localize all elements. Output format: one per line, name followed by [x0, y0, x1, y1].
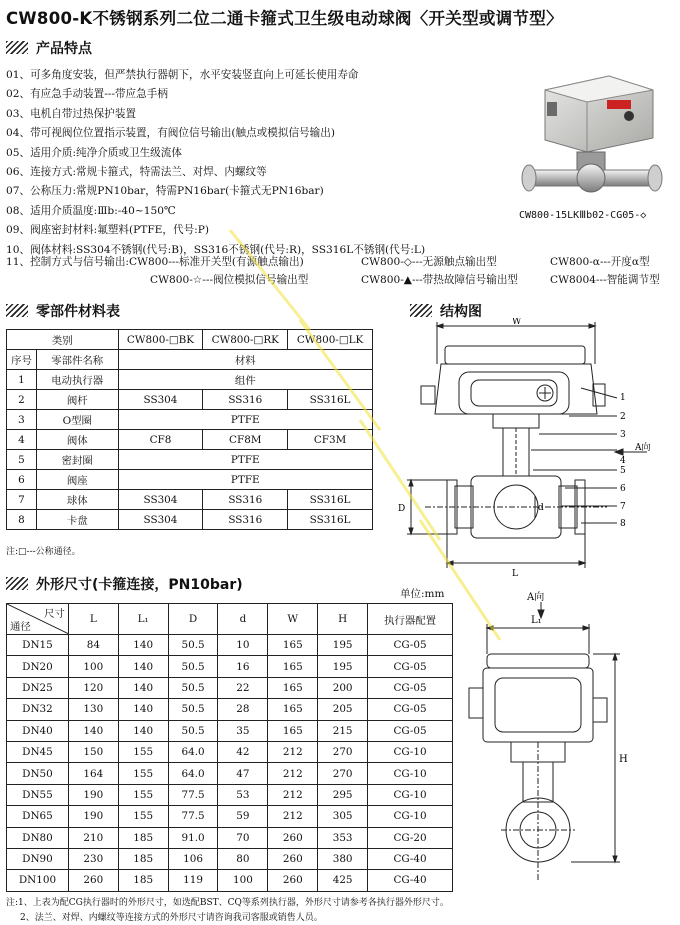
part-number: 1 [620, 393, 626, 403]
feature-list [6, 66, 425, 260]
table-cell: CW800-□RK [203, 330, 288, 350]
table-cell: CF3M [288, 430, 373, 450]
table-cell: SS304 [118, 510, 203, 530]
table-cell: 140 [118, 699, 168, 720]
table-cell: 6 [7, 470, 37, 490]
table-row [7, 390, 373, 410]
feature-item: 10、阀体材料:SS304不锈钢(代号:B)，SS316不锈钢(代号:R)，SS316L不锈钢(代号:L) [6, 243, 426, 256]
table-cell: 305 [318, 806, 368, 827]
control-mode-3: CW800-α---开度α型 [550, 256, 650, 268]
table-cell: SS304 [118, 390, 203, 410]
feature-item: 09、阀座密封材料:氟塑料(PTFE，代号:P) [6, 224, 210, 237]
table-cell: CG-10 [368, 741, 453, 762]
table-cell: CW800-□BK [118, 330, 203, 350]
table-cell: 64.0 [168, 763, 218, 784]
table-cell: 59 [218, 806, 268, 827]
table-cell: 140 [118, 720, 168, 741]
table-cell: CG-40 [368, 848, 453, 869]
table-header-row [7, 604, 453, 635]
table-cell: 42 [218, 741, 268, 762]
table-cell: DN45 [7, 741, 69, 762]
table-cell: DN90 [7, 848, 69, 869]
table-cell: 140 [68, 720, 118, 741]
table-cell: 164 [68, 763, 118, 784]
table-cell: SS304 [118, 490, 203, 510]
feature-item: 07、公称压力:常规PN10bar，特需PN16bar(卡箍式无PN16bar) [6, 185, 324, 198]
materials-table [6, 329, 373, 530]
table-row [7, 510, 373, 530]
feature-item: 03、电机自带过热保护装置 [6, 107, 137, 120]
part-number: 8 [620, 519, 626, 529]
table-cell: CG-40 [368, 870, 453, 891]
table-cell: SS316L [288, 510, 373, 530]
table-cell: 185 [118, 870, 168, 891]
table-cell: 材料 [118, 350, 372, 370]
table-cell: SS316 [203, 490, 288, 510]
corner-cell [7, 604, 69, 635]
table-cell: 200 [318, 677, 368, 698]
table-cell: 205 [318, 699, 368, 720]
hatch-icon [410, 304, 432, 317]
table-row [7, 784, 453, 805]
table-cell: 22 [218, 677, 268, 698]
part-number: 7 [620, 502, 626, 512]
table-cell: DN25 [7, 677, 69, 698]
control-mode-5: CW800-▲---带热故障信号输出型 [361, 274, 519, 286]
table-cell: 215 [318, 720, 368, 741]
table-cell: 106 [168, 848, 218, 869]
table-cell: DN80 [7, 827, 69, 848]
table-row [7, 741, 453, 762]
control-mode-2: CW800-◇---无源触点输出型 [361, 256, 497, 268]
feature-item: 08、适用介质温度:Ⅲb:-40~150℃ [6, 204, 176, 217]
table-cell: O型圈 [36, 410, 118, 430]
dimensions-note-2: 2、法兰、对焊、内螺纹等连接方式的外形尺寸请咨询我司客服或销售人员。 [20, 913, 323, 923]
table-cell: 阀体 [36, 430, 118, 450]
table-cell: 80 [218, 848, 268, 869]
table-cell: 电动执行器 [36, 370, 118, 390]
control-mode-6: CW8004---智能调节型 [550, 274, 660, 286]
table-cell: 35 [218, 720, 268, 741]
table-cell: 140 [118, 635, 168, 656]
table-cell: 150 [68, 741, 118, 762]
table-row [7, 410, 373, 430]
table-cell: 165 [268, 677, 318, 698]
hatch-icon [6, 577, 28, 590]
table-cell: 260 [268, 827, 318, 848]
table-cell: DN55 [7, 784, 69, 805]
table-cell: SS316L [288, 390, 373, 410]
table-cell: DN100 [7, 870, 69, 891]
table-cell: 212 [268, 784, 318, 805]
table-cell: 序号 [7, 350, 37, 370]
table-row [7, 848, 453, 869]
table-cell: CG-05 [368, 677, 453, 698]
table-cell: 77.5 [168, 784, 218, 805]
table-cell: 阀座 [36, 470, 118, 490]
table-cell: 组件 [118, 370, 372, 390]
table-cell: 16 [218, 656, 268, 677]
dim-label-w: W [512, 318, 522, 327]
table-row [7, 677, 453, 698]
table-cell: 195 [318, 635, 368, 656]
hatch-icon [6, 41, 28, 54]
table-cell: 53 [218, 784, 268, 805]
feature-item: 02、有应急手动装置---带应急手柄 [6, 88, 168, 101]
table-cell: 70 [218, 827, 268, 848]
table-cell: 155 [118, 806, 168, 827]
page-title: CW800-K不锈钢系列二位二通卡箍式卫生级电动球阀〈开关型或调节型〉 [6, 9, 563, 28]
table-cell: 3 [7, 410, 37, 430]
table-cell: 77.5 [168, 806, 218, 827]
table-cell: 380 [318, 848, 368, 869]
column-header: H [318, 604, 368, 635]
table-cell: SS316 [203, 510, 288, 530]
table-cell: CG-10 [368, 806, 453, 827]
side-view-diagram [465, 590, 677, 890]
table-cell: 4 [7, 430, 37, 450]
table-row [7, 330, 373, 350]
table-cell: 卡盘 [36, 510, 118, 530]
table-cell: CG-05 [368, 720, 453, 741]
table-cell: PTFE [118, 410, 372, 430]
table-cell: 47 [218, 763, 268, 784]
feature-item: 05、适用介质:纯净介质或卫生级流体 [6, 146, 182, 159]
table-cell: 5 [7, 450, 37, 470]
materials-heading-text: 零部件材料表 [36, 304, 120, 320]
table-cell: CG-05 [368, 635, 453, 656]
table-cell: CG-10 [368, 763, 453, 784]
table-cell: 260 [268, 848, 318, 869]
table-cell: 270 [318, 763, 368, 784]
structure-diagram [385, 318, 677, 580]
table-cell: PTFE [118, 450, 372, 470]
materials-note: 注:□---公称通径。 [6, 547, 81, 557]
part-number: 5 [620, 466, 626, 476]
corner-bottom-label: 通径 [10, 621, 31, 633]
table-row [7, 699, 453, 720]
table-cell: 2 [7, 390, 37, 410]
table-row [7, 430, 373, 450]
table-cell: 353 [318, 827, 368, 848]
table-row [7, 450, 373, 470]
table-cell: 球体 [36, 490, 118, 510]
table-cell: 190 [68, 784, 118, 805]
table-cell: 155 [118, 784, 168, 805]
column-header: L₁ [118, 604, 168, 635]
table-cell: 295 [318, 784, 368, 805]
table-cell: 140 [118, 677, 168, 698]
table-row [7, 656, 453, 677]
table-cell: 91.0 [168, 827, 218, 848]
table-cell: 140 [118, 656, 168, 677]
table-cell: 212 [268, 741, 318, 762]
part-number: 6 [620, 484, 626, 494]
table-cell: 7 [7, 490, 37, 510]
part-number: 3 [620, 430, 626, 440]
table-cell: 185 [118, 848, 168, 869]
table-cell: 1 [7, 370, 37, 390]
table-cell: CG-20 [368, 827, 453, 848]
direction-label-a: A向 [635, 443, 651, 453]
table-cell: 165 [268, 720, 318, 741]
table-cell: 100 [218, 870, 268, 891]
column-header: L [68, 604, 118, 635]
dimensions-table [6, 603, 453, 892]
hatch-icon [6, 304, 28, 317]
table-row [7, 720, 453, 741]
table-cell: 190 [68, 806, 118, 827]
table-cell: DN50 [7, 763, 69, 784]
table-cell: DN15 [7, 635, 69, 656]
table-cell: 260 [68, 870, 118, 891]
table-cell: 阀杆 [36, 390, 118, 410]
product-photo [517, 52, 667, 202]
table-row [7, 635, 453, 656]
table-cell: 120 [68, 677, 118, 698]
table-row [7, 490, 373, 510]
dim-label-d-large: D [398, 504, 406, 514]
table-cell: 212 [268, 806, 318, 827]
table-cell: 100 [68, 656, 118, 677]
column-header: W [268, 604, 318, 635]
table-cell: 28 [218, 699, 268, 720]
table-cell: 84 [68, 635, 118, 656]
unit-label: 单位:mm [400, 588, 445, 600]
control-mode-4: CW800-☆---阀位模拟信号输出型 [150, 274, 309, 286]
table-cell: CW800-□LK [288, 330, 373, 350]
table-cell: 8 [7, 510, 37, 530]
table-cell: 165 [268, 699, 318, 720]
table-cell: CG-05 [368, 656, 453, 677]
corner-top-label: 尺寸 [44, 608, 65, 620]
side-direction-label: A向 [527, 592, 545, 603]
table-cell: 155 [118, 763, 168, 784]
table-cell: DN40 [7, 720, 69, 741]
dimensions-heading [6, 574, 243, 594]
dimensions-note-1: 注:1、上表为配CG执行器时的外形尺寸，如选配BST、CQ等系列执行器，外形尺寸请参考各执行器外形尺寸。 [6, 898, 449, 908]
table-cell: SS316L [288, 490, 373, 510]
dimensions-table-body [7, 635, 453, 892]
column-header: D [168, 604, 218, 635]
control-mode-1: 11、控制方式与信号输出:CW800---标准开关型(有源触点输出) [6, 256, 304, 268]
feature-item: 06、连接方式:常规卡箍式，特需法兰、对焊、内螺纹等 [6, 166, 267, 179]
table-cell: 165 [268, 635, 318, 656]
table-row [7, 763, 453, 784]
table-row [7, 350, 373, 370]
table-cell: 密封圈 [36, 450, 118, 470]
table-row [7, 827, 453, 848]
table-cell: DN32 [7, 699, 69, 720]
column-header: d [218, 604, 268, 635]
table-cell: CG-10 [368, 784, 453, 805]
table-cell: 230 [68, 848, 118, 869]
table-cell: 210 [68, 827, 118, 848]
table-cell: 119 [168, 870, 218, 891]
part-number: 4 [620, 456, 626, 466]
dim-label-l: L [512, 569, 518, 579]
table-row [7, 806, 453, 827]
table-cell: 50.5 [168, 677, 218, 698]
table-cell: DN20 [7, 656, 69, 677]
structure-heading-text: 结构图 [440, 304, 482, 320]
table-cell: 50.5 [168, 635, 218, 656]
features-heading [6, 38, 92, 58]
table-cell: CG-05 [368, 699, 453, 720]
table-cell: DN65 [7, 806, 69, 827]
table-cell: PTFE [118, 470, 372, 490]
feature-item: 01、可多角度安装，但严禁执行器朝下，水平安装竖直向上可延长使用寿命 [6, 69, 359, 81]
table-cell: 50.5 [168, 656, 218, 677]
table-cell: CF8 [118, 430, 203, 450]
table-row [7, 470, 373, 490]
table-cell: 10 [218, 635, 268, 656]
table-cell: 212 [268, 763, 318, 784]
table-cell: 185 [118, 827, 168, 848]
features-heading-text: 产品特点 [36, 41, 92, 57]
feature-item: 04、带可视阀位位置指示装置，有阀位信号输出(触点或模拟信号输出) [6, 127, 335, 140]
table-cell: 50.5 [168, 720, 218, 741]
table-cell: 64.0 [168, 741, 218, 762]
table-cell: SS316 [203, 390, 288, 410]
table-cell: 165 [268, 656, 318, 677]
table-cell: 155 [118, 741, 168, 762]
column-header: 执行器配置 [368, 604, 453, 635]
part-number: 2 [620, 412, 626, 422]
table-cell: CF8M [203, 430, 288, 450]
dim-label-d-small: d [538, 503, 544, 513]
table-cell: 类别 [7, 330, 119, 350]
table-cell: 50.5 [168, 699, 218, 720]
table-cell: 195 [318, 656, 368, 677]
photo-caption: CW800-15LKⅢb02-CG05-◇ [519, 210, 647, 221]
materials-heading [6, 301, 120, 321]
side-dim-label-h: H [619, 754, 628, 765]
table-row [7, 870, 453, 891]
table-cell: 270 [318, 741, 368, 762]
dimensions-heading-text: 外形尺寸(卡箍连接，PN10bar) [36, 577, 243, 593]
table-cell: 零部件名称 [36, 350, 118, 370]
table-cell: 130 [68, 699, 118, 720]
table-cell: 425 [318, 870, 368, 891]
table-cell: 260 [268, 870, 318, 891]
side-dim-label-l1: L₁ [531, 615, 542, 626]
table-row [7, 370, 373, 390]
